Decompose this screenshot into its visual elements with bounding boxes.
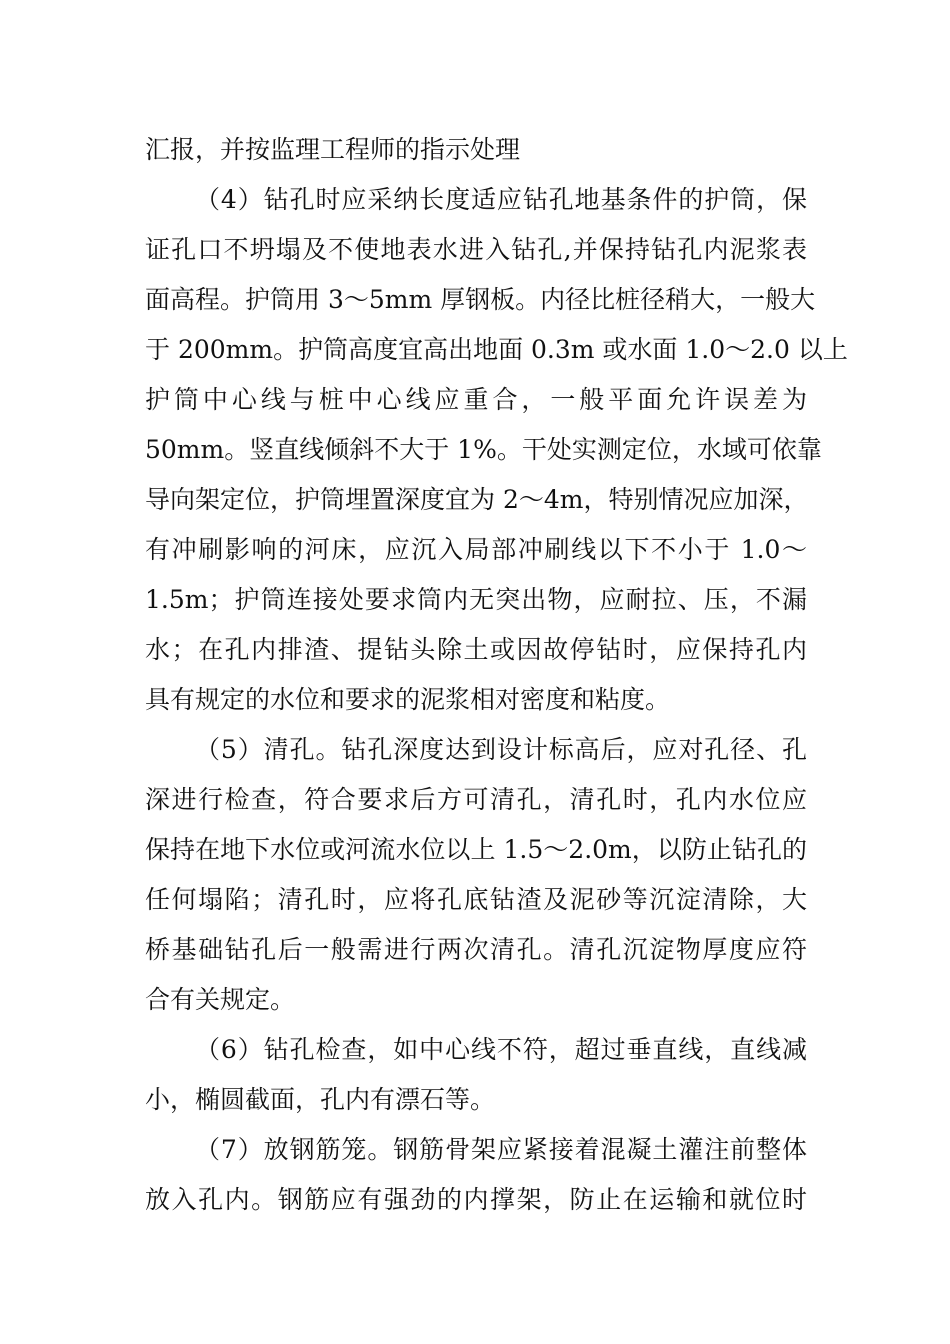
text-line: 于 200mm。护筒高度宜高出地面 0.3m 或水面 1.0～2.0 以上: [145, 335, 848, 364]
text-line: 1.5m；护筒连接处要求筒内无突出物，应耐拉、压，不漏: [145, 585, 807, 614]
text-line: 水；在孔内排渣、提钻头除土或因故停钻时，应保持孔内: [145, 635, 807, 664]
text-line: 具有规定的水位和要求的泥浆相对密度和粘度。: [145, 685, 671, 714]
text-line: 有冲刷影响的河床，应沉入局部冲刷线以下不小于 1.0～: [145, 535, 807, 564]
paragraph-4-start: （4）钻孔时应采纳长度适应钻孔地基条件的护筒，保: [195, 185, 807, 214]
text-line: 导向架定位，护筒埋置深度宜为 2～4m，特别情况应加深，: [145, 485, 809, 514]
text-line: 合有关规定。: [145, 985, 296, 1014]
text-line: 放入孔内。钢筋应有强劲的内撑架，防止在运输和就位时: [145, 1185, 807, 1214]
text-line: 汇报，并按监理工程师的指示处理: [145, 135, 521, 164]
paragraph-7-start: （7）放钢筋笼。钢筋骨架应紧接着混凝土灌注前整体: [195, 1135, 807, 1164]
text-line: 50mm。竖直线倾斜不大于 1%。干处实测定位，水域可依靠: [145, 435, 822, 464]
text-line: 任何塌陷；清孔时，应将孔底钻渣及泥砂等沉淀清除，大: [145, 885, 807, 914]
text-line: 面高程。护筒用 3～5mm 厚钢板。内径比桩径稍大，一般大: [145, 285, 816, 314]
text-line: 护筒中心线与桩中心线应重合，一般平面允许误差为: [145, 385, 807, 414]
text-line: 证孔口不坍塌及不使地表水进入钻孔,并保持钻孔内泥浆表: [145, 235, 807, 264]
text-line: 小，椭圆截面，孔内有漂石等。: [145, 1085, 496, 1114]
paragraph-5-start: （5）清孔。钻孔深度达到设计标高后，应对孔径、孔: [195, 735, 807, 764]
text-line: 保持在地下水位或河流水位以上 1.5～2.0m，以防止钻孔的: [145, 835, 807, 864]
text-line: 桥基础钻孔后一般需进行两次清孔。清孔沉淀物厚度应符: [145, 935, 807, 964]
text-line: 深进行检查，符合要求后方可清孔，清孔时，孔内水位应: [145, 785, 807, 814]
paragraph-6-start: （6）钻孔检查，如中心线不符，超过垂直线，直线减: [195, 1035, 807, 1064]
